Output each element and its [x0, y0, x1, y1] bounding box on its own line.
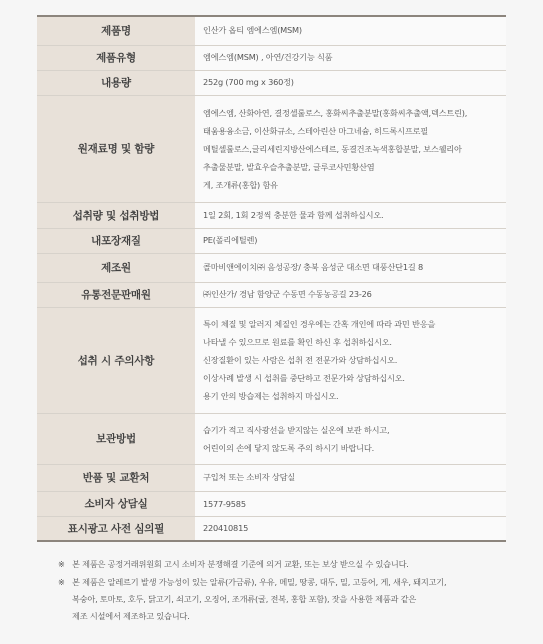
note-item: [58, 574, 518, 625]
note-line: 본 제품은 공정거래위원회 고시 소비자 분쟁해결 기준에 의거 교환, 또는 보상 받으실 수 있습니다.: [72, 559, 409, 569]
row-value: 1일 2회, 1회 2정씩 충분한 물과 함께 섭취하십시오.: [195, 202, 506, 228]
note-mark: ※: [58, 577, 65, 587]
table-row: [37, 282, 506, 307]
table-row: [37, 202, 506, 228]
ingredient-line: 추출물분말, 발효우슬추출분말, 글루코사민황산염: [203, 161, 375, 172]
note-item: [58, 556, 518, 573]
table-row: [37, 307, 506, 413]
table-row: [37, 70, 506, 95]
row-value: 252g (700 mg x 360정): [195, 70, 506, 95]
row-label: 반품 및 교환처: [37, 464, 195, 491]
row-label: 내포장재질: [37, 228, 195, 253]
row-label: 원재료명 및 함량: [37, 95, 195, 202]
caution-line: 나타낼 수 있으므로 원료를 확인 하신 후 섭취하십시오.: [203, 337, 392, 347]
row-label: 섭취량 및 섭취방법: [37, 202, 195, 228]
table-row: [37, 228, 506, 253]
row-value: [195, 307, 506, 413]
row-value: [195, 95, 506, 202]
row-value: 콜마비앤에이치㈜ 음성공장/ 충북 음성군 대소면 대풍산단1길 8: [195, 253, 506, 282]
row-value: 엠에스엠(MSM) , 아연/건강기능 식품: [195, 45, 506, 70]
note-mark: ※: [58, 559, 65, 569]
row-label: 유통전문판매원: [37, 282, 195, 307]
row-label: 소비자 상담실: [37, 491, 195, 516]
row-value: PE(폴리에틸렌): [195, 228, 506, 253]
table-row: [37, 95, 506, 202]
table-row: [37, 516, 506, 541]
table-row: [37, 491, 506, 516]
table-row: [37, 16, 506, 45]
notes-section: [58, 556, 518, 626]
row-value: ㈜인산가/ 경남 함양군 수동면 수동농공길 23-26: [195, 282, 506, 307]
note-line: 복숭아, 토마토, 호두, 닭고기, 쇠고기, 오징어, 조개류(굴, 전복, 홍합 포함), 잣을 사용한 제품과 같은: [72, 594, 417, 604]
caution-line: 용기 안의 방습제는 섭취하지 마십시오.: [203, 391, 339, 401]
row-label: 제품명: [37, 16, 195, 45]
row-value: 구입처 또는 소비자 상담실: [195, 464, 506, 491]
note-line: 제조 시설에서 제조하고 있습니다.: [72, 611, 190, 621]
ingredient-line: 엠에스엠, 산화아연, 결정셀룰로스, 홍화씨추출분말(홍화씨추출액,덱스트린),: [203, 107, 468, 118]
row-label: 보관방법: [37, 413, 195, 464]
caution-line: 특이 체질 및 알러지 체질인 경우에는 간혹 개인에 따라 과민 반응을: [203, 319, 436, 329]
storage-line: 습기가 적고 직사광선을 받지않는 실온에 보관 하시고,: [203, 424, 390, 435]
table-row: [37, 413, 506, 464]
row-value: 220410815: [195, 516, 506, 541]
row-value: 1577-9585: [195, 491, 506, 516]
product-info-table: [37, 15, 506, 542]
table-row: [37, 253, 506, 282]
ingredient-line: 태움용융소금, 이산화규소, 스테아린산 마그네슘, 히드록시프로필: [203, 125, 428, 136]
row-value: 인산가 옵티 엠에스엠(MSM): [195, 16, 506, 45]
note-line: 본 제품은 알레르기 발생 가능성이 있는 알류(가금류), 우유, 메밀, 땅콩, 대두, 밀, 고등어, 게, 새우, 돼지고기,: [72, 577, 447, 587]
row-label: 섭취 시 주의사항: [37, 307, 195, 413]
row-label: 내용량: [37, 70, 195, 95]
ingredient-line: 메틸셀룰로스,글리세린지방산에스테르, 동결건조녹색홍합분말, 보스웰리아: [203, 143, 462, 154]
caution-line: 신장질환이 있는 사람은 섭취 전 전문가와 상담하십시오.: [203, 355, 398, 365]
table-row: [37, 45, 506, 70]
row-value: [195, 413, 506, 464]
caution-line: 이상사례 발생 시 섭취를 중단하고 전문가와 상담하십시오.: [203, 373, 405, 383]
storage-line: 어린이의 손에 닿지 않도록 주의 하시기 바랍니다.: [203, 442, 375, 453]
row-label: 제품유형: [37, 45, 195, 70]
row-label: 제조원: [37, 253, 195, 282]
ingredient-line: 게, 조개류(홍합) 함유: [203, 179, 278, 190]
row-label: 표시광고 사전 심의필: [37, 516, 195, 541]
table-row: [37, 464, 506, 491]
